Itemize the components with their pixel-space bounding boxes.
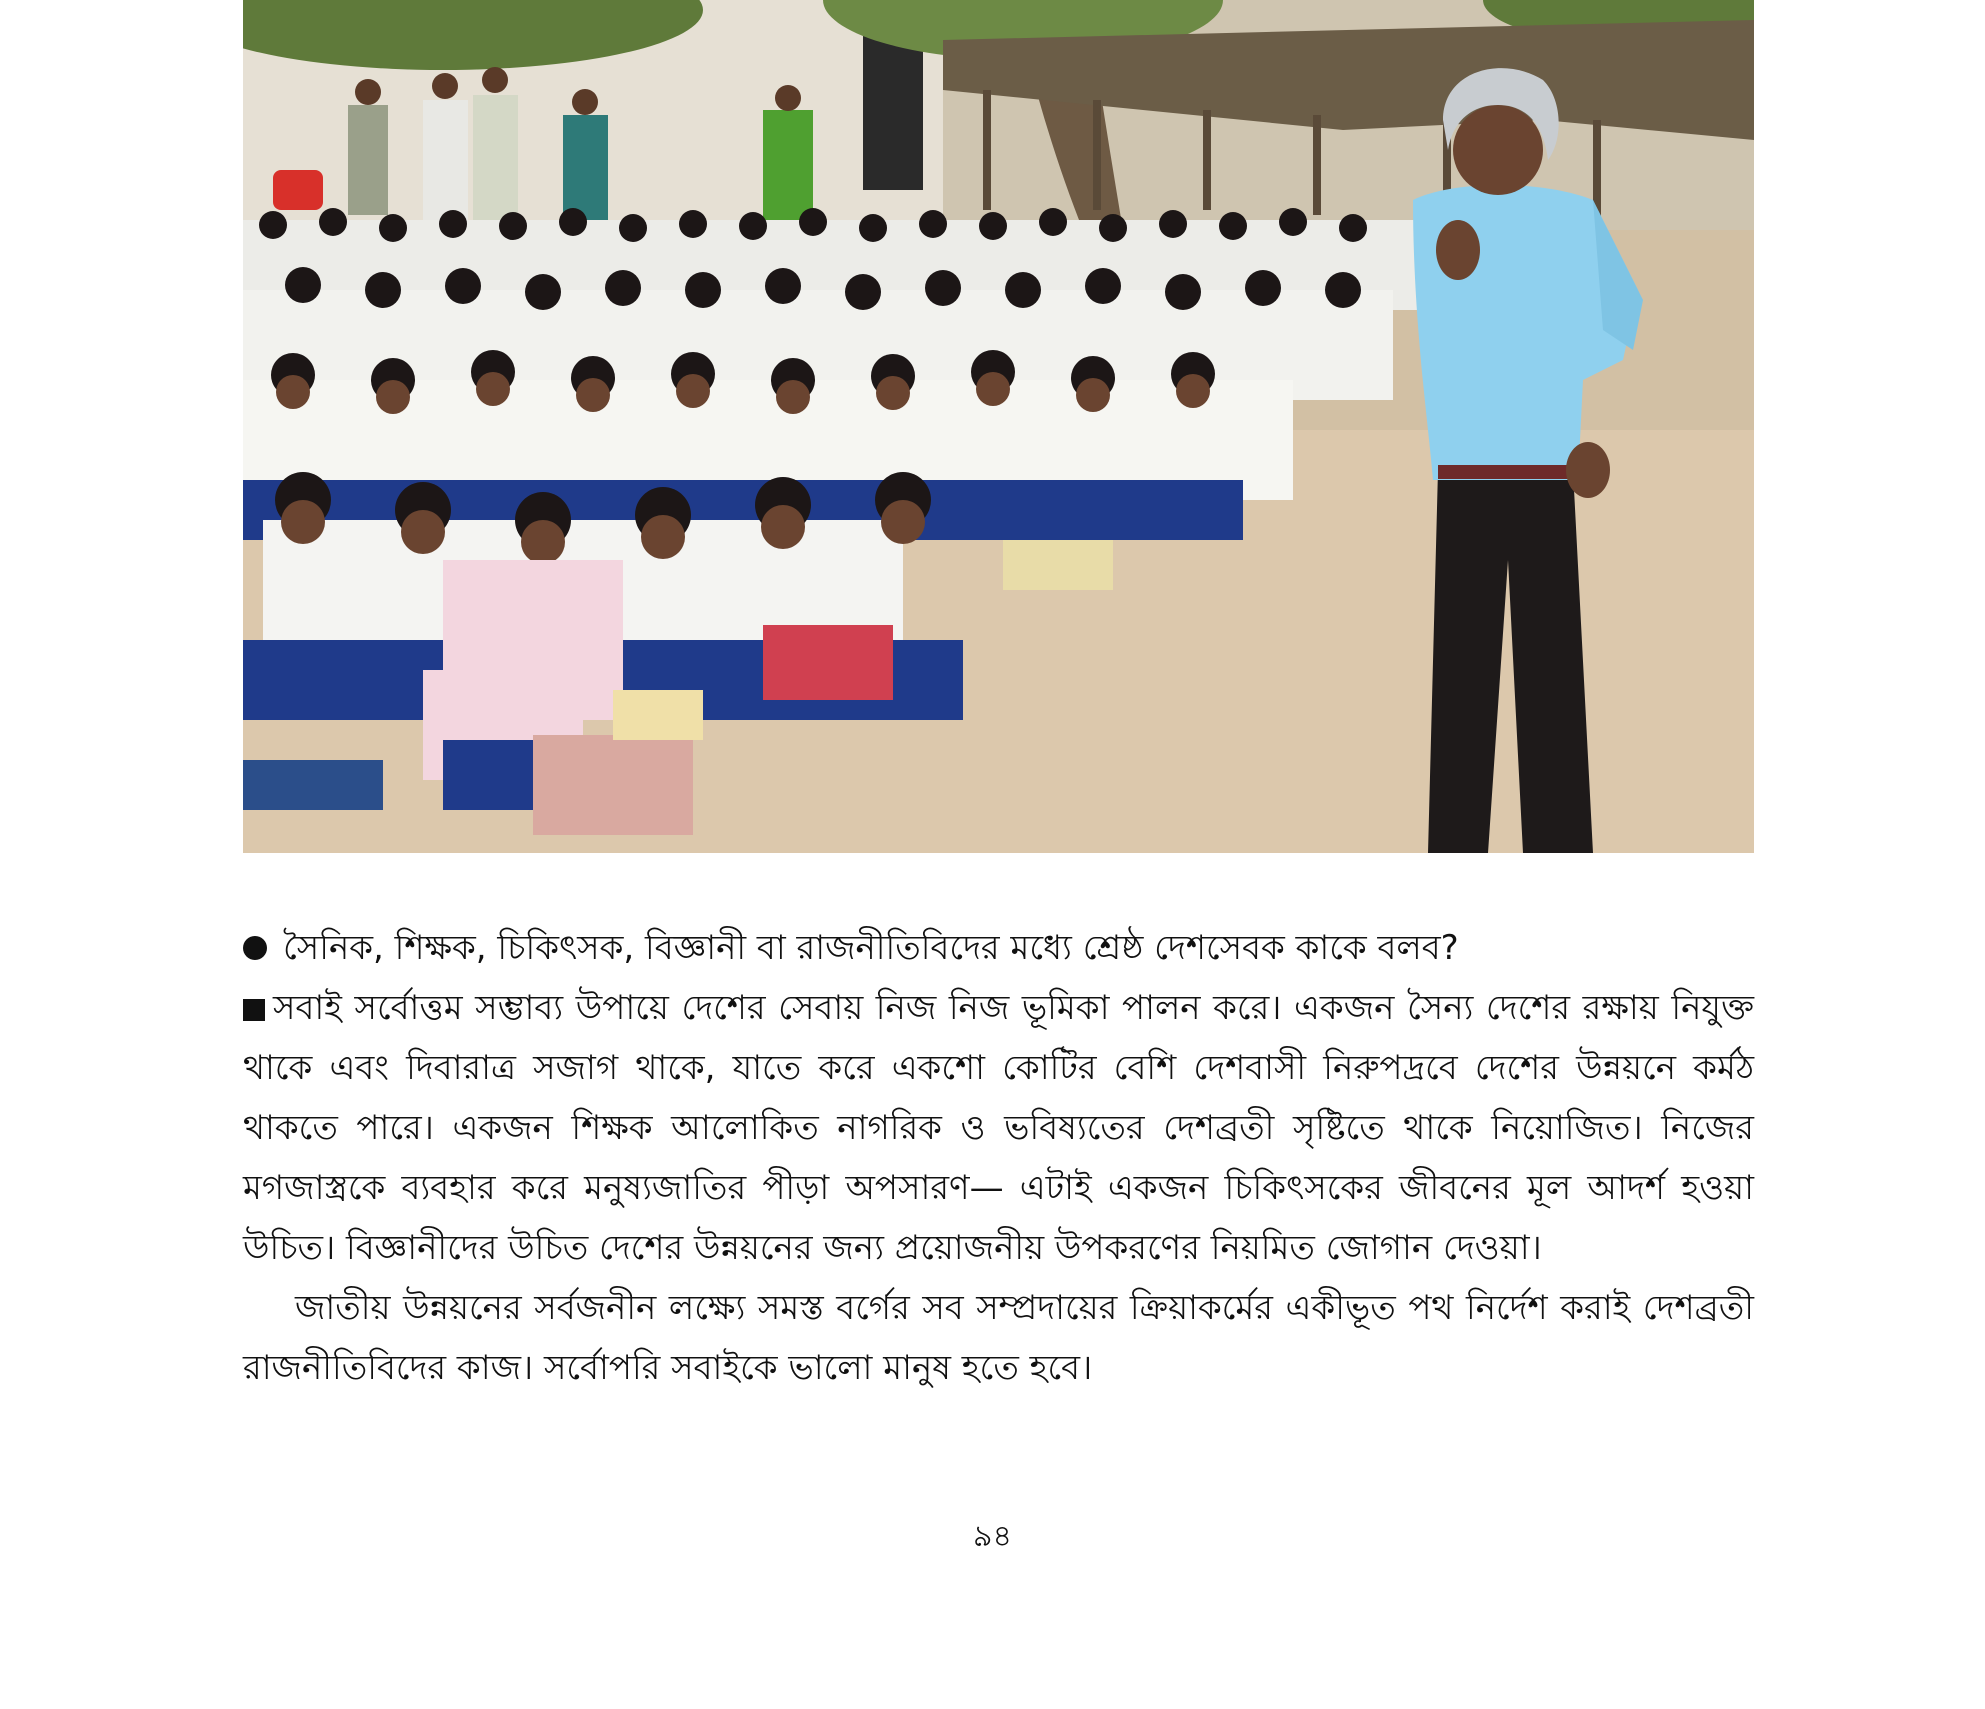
school-bag-front: [533, 735, 693, 835]
bullet-square-icon: [243, 999, 265, 1021]
answer-paragraph-2: জাতীয় উন্নয়নের সর্বজনীন লক্ষ্যে সমস্ত বর্গের সব সম্প্রদায়ের ক্রিয়াকর্মের একীভূত পথ নির্দেশ করাই দেশব্রতী রাজনীতিবিদের কাজ। সর্বোপরি সবাইকে ভালো মানুষ হতে হবে।: [243, 1288, 1754, 1388]
question-line: [243, 918, 1754, 978]
article-text: [243, 918, 1754, 1398]
photo-children-seated-outdoors: [243, 0, 1754, 853]
page-number: ৯৪: [973, 1519, 1012, 1554]
answer-text-1: সবাই সর্বোত্তম সম্ভাব্য উপায়ে দেশের সেবায় নিজ নিজ ভূমিকা পালন করে। একজন সৈন্য দেশের রক্ষায় নিযুক্ত থাকে এবং দিবারাত্র সজাগ থাকে, যাতে করে একশো কোটির বেশি দেশবাসী নিরুপদ্রবে দেশের উন্নয়নে কর্মঠ থাকতে পারে। একজন শিক্ষক আলোকিত নাগরিক ও ভবিষ্যতের দেশব্রতী সৃষ্টিতে থাকে নিয়োজিত। নিজের মগজাস্ত্রকে ব্যবহার করে মনুষ্যজাতির পীড়া অপসারণ— এটাই একজন চিকিৎসকের জীবনের মূল আদর্শ হওয়া উচিত। বিজ্ঞানীদের উচিত দেশের উন্নয়নের জন্য প্রয়োজনীয় উপকরণের নিয়মিত জোগান দেওয়া।: [243, 988, 1754, 1268]
bullet-dot-icon: [243, 936, 267, 960]
school-bag-plaid: [763, 625, 893, 700]
answer-paragraph-1: [243, 978, 1754, 1278]
question-text: সৈনিক, শিক্ষক, চিকিৎসক, বিজ্ঞানী বা রাজনীতিবিদের মধ্যে শ্রেষ্ঠ দেশসেবক কাকে বলব?: [283, 928, 1459, 968]
photo-illustration: [243, 0, 1754, 853]
